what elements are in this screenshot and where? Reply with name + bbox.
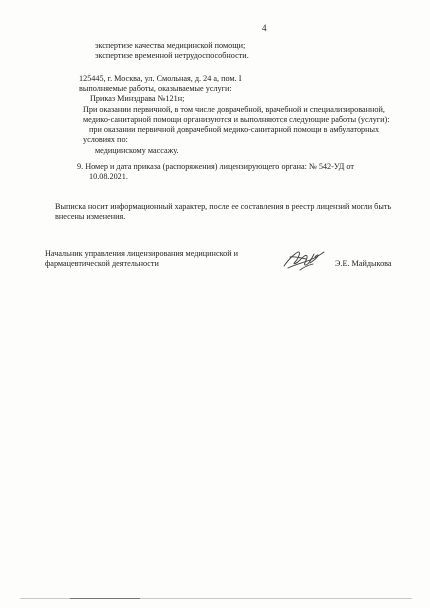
order-reference: Приказ Минздрава №121н; bbox=[90, 94, 185, 103]
notice-line: Выписка носит информационный характер, после ее составления в реестр лицензий могли быть bbox=[55, 202, 392, 211]
item-9-line: 9. Номер и дата приказа (распоряжения) лицензирующего органа: № 542-УД от bbox=[77, 162, 354, 171]
paragraph-line: условиях по: bbox=[83, 135, 128, 144]
list-item: экспертизе качества медицинской помощи; bbox=[95, 41, 246, 50]
page-number: 4 bbox=[262, 23, 267, 33]
item-9-date: 10.08.2021. bbox=[89, 172, 128, 181]
services-heading: выполняемые работы, оказываемые услуги: bbox=[79, 84, 232, 93]
signatory-name: Э.Е. Майдыкова bbox=[335, 259, 392, 268]
signatory-title: Начальник управления лицензирования медицинской и bbox=[45, 249, 239, 258]
signatory-title: фармацевтической деятельности bbox=[45, 259, 159, 268]
paragraph-line: при оказании первичной доврачебной медико-санитарной помощи в амбулаторных bbox=[89, 125, 380, 134]
paragraph-line: При оказании первичной, в том числе доврачебной, врачебной и специализированной, bbox=[83, 105, 385, 114]
handwritten-signature bbox=[280, 246, 332, 274]
footer-rule-accent bbox=[70, 598, 140, 599]
notice-line: внесены изменения. bbox=[55, 212, 126, 221]
list-item: экспертизе временной нетрудоспособности. bbox=[95, 51, 249, 60]
address-line: 125445, г. Москва, ул. Смольная, д. 24 а, пом. I bbox=[79, 74, 242, 83]
service-item: медицинскому массажу. bbox=[95, 146, 179, 155]
paragraph-line: медико-санитарной помощи организуются и выполняются следующие работы (услуги): bbox=[83, 115, 390, 124]
